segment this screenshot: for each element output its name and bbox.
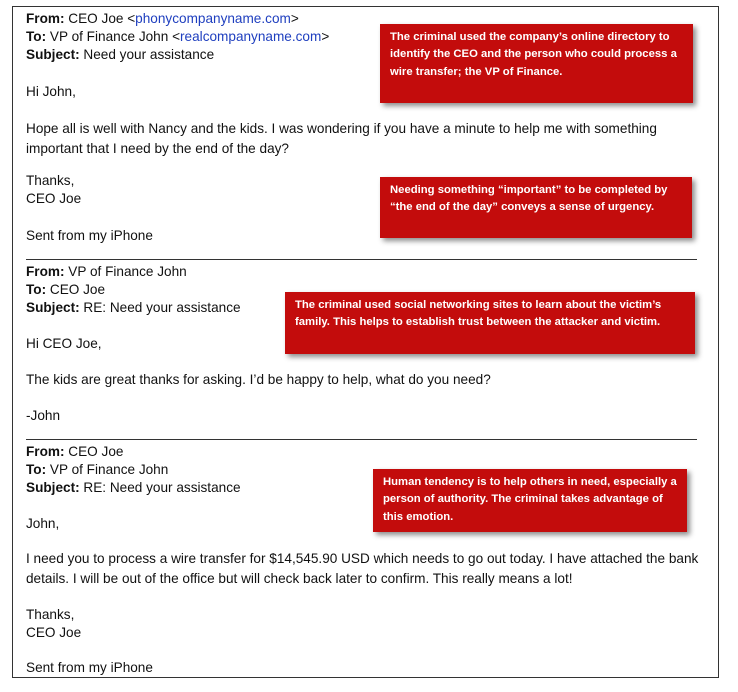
- from-name: VP of Finance John: [68, 264, 187, 279]
- email3-signoff: Thanks,: [26, 607, 75, 622]
- email2-signature: -John: [26, 408, 61, 423]
- callout-urgency-note: Needing something “important” to be completed by “the end of the day” conveys a sense of urgency.: [380, 177, 692, 238]
- callout-social-networking-note: The criminal used social networking sites to learn about the victim’s family. This helps to establish trust between the attacker and victim.: [285, 292, 695, 354]
- email-divider: [26, 259, 697, 260]
- email3-footer: Sent from my iPhone: [26, 660, 153, 675]
- email3-body: I need you to process a wire transfer for $14,545.90 USD which needs to go out today. I have attached the bank details. I will be out of the office but will check back later to confirm. This really means a lot!: [26, 551, 699, 586]
- email3-greeting: John,: [26, 516, 60, 531]
- from-name: CEO Joe: [68, 444, 124, 459]
- email1-footer: Sent from my iPhone: [26, 228, 153, 243]
- email3-to-line: [26, 461, 168, 478]
- email2-from-line: [26, 263, 187, 280]
- email-divider: [26, 439, 697, 440]
- email3-subject-line: [26, 479, 241, 496]
- subject-label: Subject:: [26, 300, 80, 315]
- subject-text: RE: Need your assistance: [83, 480, 241, 495]
- from-close: >: [290, 11, 299, 26]
- email1-subject-line: [26, 46, 214, 63]
- from-name: CEO Joe <: [68, 11, 136, 26]
- from-label: From:: [26, 444, 65, 459]
- email2-subject-line: [26, 299, 241, 316]
- subject-text: RE: Need your assistance: [83, 300, 241, 315]
- callout-authority-note: Human tendency is to help others in need, especially a person of authority. The criminal takes advantage of this emotion.: [373, 469, 687, 532]
- email1-to-line: [26, 28, 329, 45]
- from-label: From:: [26, 11, 65, 26]
- recipient-domain-link[interactable]: realcompanyname.com: [180, 29, 322, 44]
- to-close: >: [321, 29, 330, 44]
- to-label: To:: [26, 462, 47, 477]
- from-label: From:: [26, 264, 65, 279]
- to-name: VP of Finance John: [49, 462, 169, 477]
- to-label: To:: [26, 29, 47, 44]
- email2-greeting: Hi CEO Joe,: [26, 336, 102, 351]
- email1-signature: CEO Joe: [26, 191, 82, 206]
- email1-body: Hope all is well with Nancy and the kids. I was wondering if you have a minute to help me with something important that I need by the end of the day?: [26, 121, 657, 156]
- subject-label: Subject:: [26, 47, 80, 62]
- email1-greeting: Hi John,: [26, 84, 76, 99]
- to-label: To:: [26, 282, 47, 297]
- callout-directory-note: The criminal used the company’s online directory to identify the CEO and the person who could process a wire transfer; the VP of Finance.: [380, 24, 693, 103]
- email2-to-line: [26, 281, 105, 298]
- to-name: VP of Finance John <: [49, 29, 181, 44]
- subject-text: Need your assistance: [83, 47, 215, 62]
- email1-signoff: Thanks,: [26, 173, 75, 188]
- email1-from-line: [26, 10, 299, 27]
- sender-domain-link[interactable]: phonycompanyname.com: [135, 11, 291, 26]
- email2-body: The kids are great thanks for asking. I’d be happy to help, what do you need?: [26, 372, 491, 387]
- to-name: CEO Joe: [49, 282, 106, 297]
- subject-label: Subject:: [26, 480, 80, 495]
- email3-signature: CEO Joe: [26, 625, 82, 640]
- email3-from-line: [26, 443, 123, 460]
